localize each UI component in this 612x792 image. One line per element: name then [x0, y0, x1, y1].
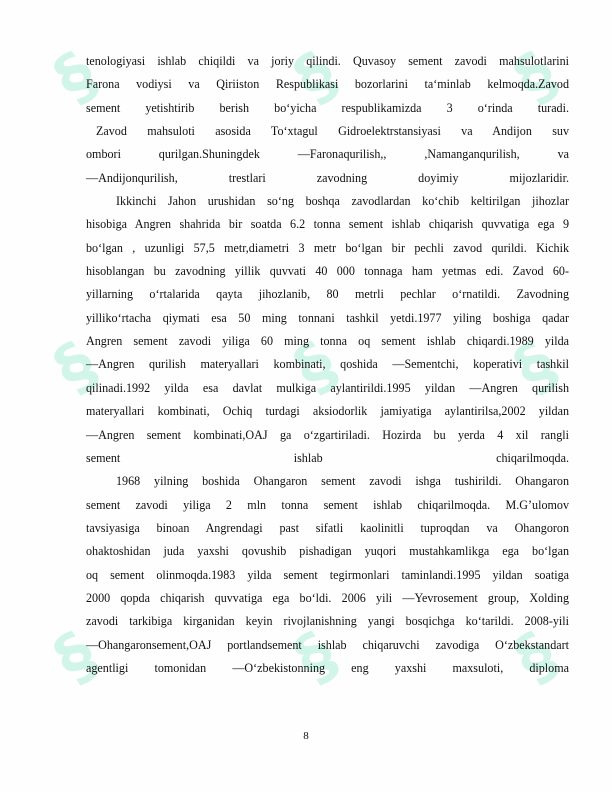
text-line: yillarning o‘rtalarida qayta jihozlanib, 80 metrli pechlar o‘rnatildi. Zavodning [86, 287, 569, 302]
text-line: 2000 qopda chiqarish quvvatiga ega bo‘ldi. 2006 yili ―Yevrosement group, Xolding [86, 590, 569, 605]
watermark-logo: § [281, 36, 353, 118]
watermark-logo: § [281, 326, 353, 408]
text-line: ohaktoshidan juda yaxshi qovushib pishadigan yuqori mustahkamlikga ega bo‘lgan [86, 544, 569, 559]
text-line: yilliko‘rtacha qiymati esa 50 ming tonnani tashkil yetdi.1977 yiling boshiga qadar [86, 310, 569, 325]
text-line: ―Andijonqurilish, trestlari zavodning doyimiy mijozlaridir. [86, 170, 569, 185]
text-line: sement zavodi yiliga 2 mln tonna sement ishlab chiqarilmoqda. M.G’ulomov [86, 497, 569, 512]
text-line: 1968 yilning boshida Ohangaron sement zavodi ishga tushirildi. Ohangaron [116, 474, 569, 489]
text-line: sement yetishtirib berish bo‘yicha respublikamizda 3 o‘rinda turadi. [86, 100, 569, 115]
text-line: zavodi tarkibiga kirganidan keyin rivojlanishning yangi bosqichga ko‘tarildi. 2008-yili [86, 614, 569, 629]
watermark-logo: § [41, 326, 113, 408]
text-line: tavsiyasiga binoan Angrendagi past sifatli kaolinitli tuproqdan va Ohangoron [86, 520, 569, 535]
page-number: 8 [303, 730, 309, 742]
text-line: ombori qurilgan.Shuningdek ―Faronaqurilish,, ,Namanganqurilish, va [86, 147, 569, 162]
text-line: tenologiyasi ishlab chiqildi va joriy qilindi. Quvasoy sement zavodi mahsulotlarini [86, 54, 569, 68]
text-line: bo‘lgan , uzunligi 57,5 metr,diametri 3 metr bo‘lgan bir pechli zavod qurildi. Kichik [86, 240, 569, 255]
text-line: Angren sement zavodi yiliga 60 ming tonna oq sement ishlab chiqardi.1989 yilda [86, 334, 569, 349]
watermark-logo: § [41, 616, 113, 698]
text-line: ―Angren qurilish materyallari kombinati, qoshida ―Sementchi, koperativi tashkil [86, 357, 569, 372]
watermark-logo: § [501, 326, 573, 408]
watermark-logo: § [41, 36, 113, 118]
text-line: sement ishlab chiqarilmoqda. [86, 450, 569, 465]
text-line: Ikkinchi Jahon urushidan so‘ng boshqa zavodlardan ko‘chib keltirilgan jihozlar [116, 194, 569, 209]
watermark-logo: § [281, 616, 353, 698]
text-line: materyallari kombinati, Ochiq turdagi aksiodorlik jamiyatiga aylantirilsa,2002 yildan [86, 404, 569, 419]
text-line: hisobiga Angren shahrida bir soatda 6.2 tonna sement ishlab chiqarish quvvatiga ega 9 [86, 217, 569, 232]
text-line: oq sement olinmoqda.1983 yilda sement tegirmonlari taminlandi.1995 yildan soatiga [86, 567, 569, 582]
text-line: Zavod mahsuloti asosida To‘xtagul Gidroelektrstansiyasi va Andijon suv [96, 124, 569, 139]
text-line: hisoblangan bu zavodning yillik quvvati 40 000 tonnaga ham yetmas edi. Zavod 60- [86, 264, 569, 279]
watermark-logo: § [501, 616, 573, 698]
text-line: ―Angren sement kombinati,OAJ ga o‘zgartiriladi. Hozirda bu yerda 4 xil rangli [86, 427, 569, 442]
text-line: ―Ohangaronsement,OAJ portlandsement ishlab chiqaruvchi zavodiga O‘zbekstandart [86, 637, 569, 652]
text-line: qilinadi.1992 yilda esa davlat mulkiga aylantirildi.1995 yildan ―Angren qurilish [86, 380, 569, 395]
watermark-logo: § [501, 36, 573, 118]
document-body [86, 50, 569, 680]
text-line: agentligi tomonidan ―O‘zbekistonning eng yaxshi maxsuloti, diploma [86, 660, 569, 675]
text-line: Farona vodiysi va Qiriiston Respublikasi bozorlarini ta‘minlab kelmoqda.Zavod [86, 77, 569, 92]
